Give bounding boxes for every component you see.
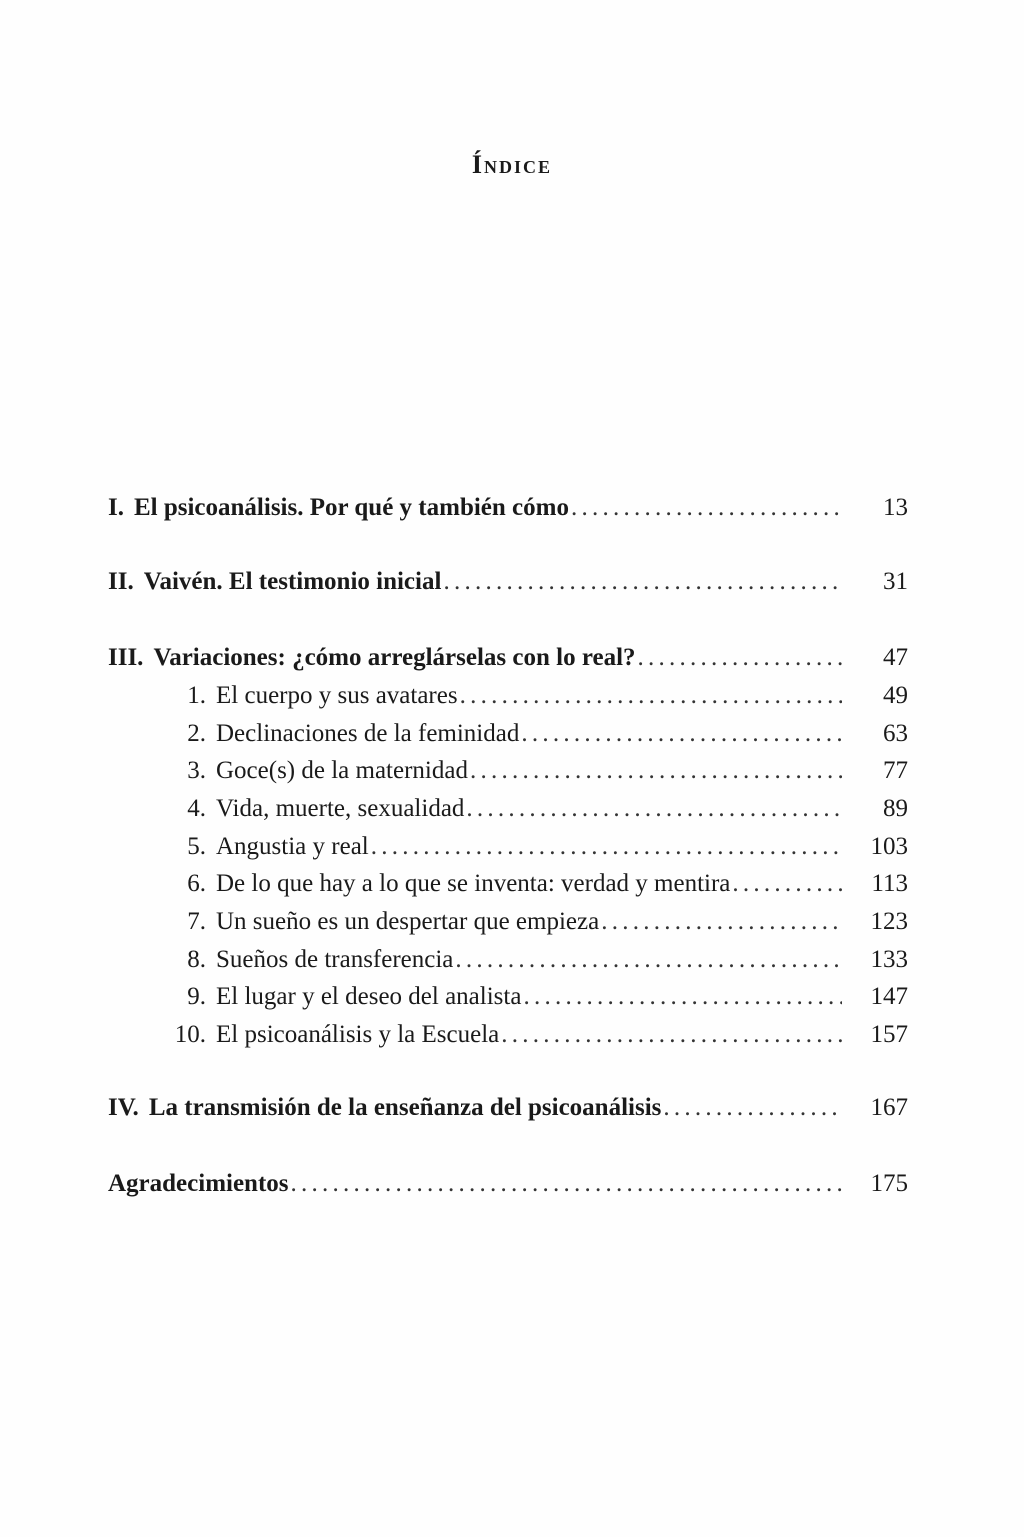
toc-entry-label: Vaivén. El testimonio inicial: [143, 568, 442, 595]
toc-entry-label: Sueños de transferencia: [216, 946, 454, 973]
toc-entry-number: I.: [108, 494, 124, 521]
toc-entry-label: La transmisión de la enseñanza del psicoanálisis: [148, 1094, 662, 1121]
dot-leader: [501, 1021, 842, 1049]
dot-leader: [523, 983, 842, 1011]
toc-entry-part-4: [108, 1094, 908, 1126]
dot-leader: [291, 1170, 842, 1198]
toc-entry-part-3: [108, 644, 908, 676]
dot-leader: [466, 795, 842, 823]
toc-entry-acknowledgements: [108, 1170, 908, 1202]
dot-leader: [663, 1094, 842, 1122]
toc-entry-chapter-9: [108, 983, 908, 1015]
dot-leader: [571, 494, 842, 522]
toc-entry-number: 5.: [187, 833, 206, 860]
toc-entry-page: 175: [870, 1170, 908, 1197]
toc-entry-page: 133: [870, 946, 908, 973]
toc-entry-chapter-10: [108, 1021, 908, 1053]
dot-leader: [732, 870, 842, 898]
dot-leader: [443, 568, 842, 596]
toc-entry-number: 1.: [187, 682, 206, 709]
toc-entry-chapter-3: [108, 757, 908, 789]
toc-entry-page: 31: [883, 568, 908, 595]
page-title: Índice: [471, 150, 553, 179]
toc-entry-label: Angustia y real: [216, 833, 369, 860]
toc-entry-number: IV.: [108, 1094, 139, 1121]
toc-entry-chapter-5: [108, 833, 908, 865]
toc-entry-number: II.: [108, 568, 134, 595]
toc-entry-chapter-4: [108, 795, 908, 827]
dot-leader: [521, 720, 842, 748]
toc-entry-number: 6.: [187, 870, 206, 897]
toc-entry-page: 113: [871, 870, 908, 897]
dot-leader: [638, 644, 842, 672]
toc-entry-part-1: [108, 494, 908, 526]
toc-entry-page: 47: [883, 644, 908, 671]
toc-entry-page: 63: [883, 720, 908, 747]
toc-entry-label: El cuerpo y sus avatares: [216, 682, 458, 709]
toc-entry-part-2: [108, 568, 908, 600]
toc-entry-number: III.: [108, 644, 144, 671]
toc-entry-label: El psicoanálisis. Por qué y también cómo: [133, 494, 569, 521]
toc-entry-label: Goce(s) de la maternidad: [216, 757, 468, 784]
toc-entry-number: 10.: [174, 1021, 206, 1048]
dot-leader: [455, 946, 842, 974]
dot-leader: [470, 757, 842, 785]
toc-entry-page: 103: [870, 833, 908, 860]
toc-entry-number: 8.: [187, 946, 206, 973]
toc-entry-page: 123: [870, 908, 908, 935]
toc-entry-number: 9.: [187, 983, 206, 1010]
toc-entry-label: De lo que hay a lo que se inventa: verdad y mentira: [216, 870, 731, 897]
toc-entry-label: Agradecimientos: [108, 1170, 289, 1197]
toc-entry-number: 2.: [187, 720, 206, 747]
toc-entry-label: El psicoanálisis y la Escuela: [216, 1021, 500, 1048]
toc-entry-page: 77: [883, 757, 908, 784]
toc-entry-chapter-2: [108, 720, 908, 752]
toc-entry-chapter-6: [108, 870, 908, 902]
toc-entry-chapter-8: [108, 946, 908, 978]
dot-leader: [371, 833, 842, 861]
toc-entry-label: El lugar y el deseo del analista: [216, 983, 522, 1010]
toc-entry-page: 157: [870, 1021, 908, 1048]
dot-leader: [601, 908, 842, 936]
toc-entry-page: 13: [883, 494, 908, 521]
toc-entry-label: Variaciones: ¿cómo arreglárselas con lo real?: [153, 644, 636, 671]
toc-entry-number: 7.: [187, 908, 206, 935]
toc-entry-number: 3.: [187, 757, 206, 784]
toc-entry-label: Vida, muerte, sexualidad: [216, 795, 465, 822]
toc-entry-label: Declinaciones de la feminidad: [216, 720, 520, 747]
toc-entry-label: Un sueño es un despertar que empieza: [216, 908, 600, 935]
toc-entry-page: 147: [870, 983, 908, 1010]
dot-leader: [460, 682, 842, 710]
toc-entry-chapter-7: [108, 908, 908, 940]
toc-entry-page: 89: [883, 795, 908, 822]
toc-entry-page: 167: [870, 1094, 908, 1121]
toc-entry-chapter-1: [108, 682, 908, 714]
toc-entry-page: 49: [883, 682, 908, 709]
toc-entry-number: 4.: [187, 795, 206, 822]
